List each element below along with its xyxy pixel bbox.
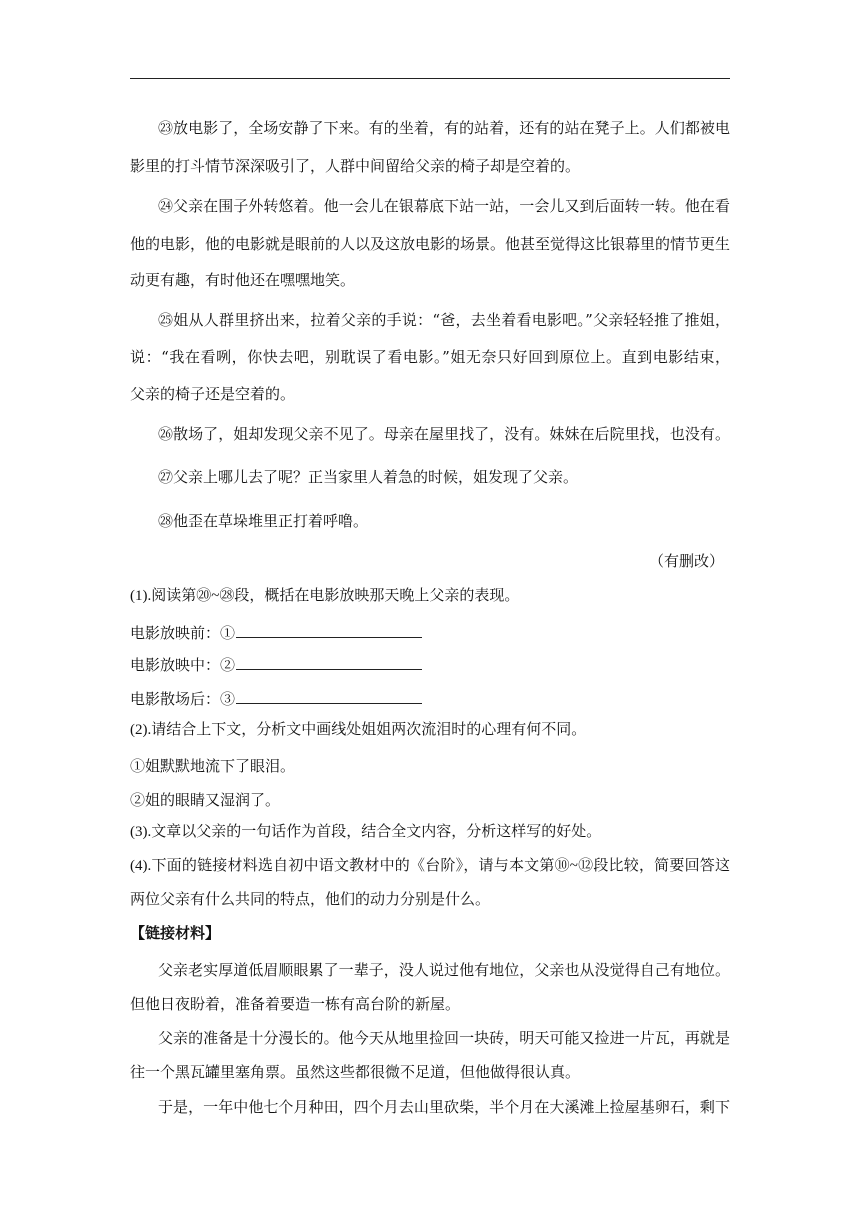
question-1-during xyxy=(130,654,422,676)
passage-p23-line-2: 影里的打斗情节深深吸引了，人群中间留给父亲的椅子却是空着的。 xyxy=(130,157,581,175)
passage-p28: ㉘他歪在草垛堆里正打着呼噜。 xyxy=(158,512,369,530)
question-1-before xyxy=(130,622,422,644)
header-rule xyxy=(130,78,730,79)
question-1-after xyxy=(130,688,422,710)
question-2-sentence-b: ②姐的眼睛又湿润了。 xyxy=(130,791,281,809)
link-material-para1-line-2: 但他日夜盼着，准备着要造一栋有高台阶的新屋。 xyxy=(130,995,461,1013)
passage-p24-line-1: ㉔父亲在围子外转悠着。他一会儿在银幕底下站一站，一会儿又到后面转一转。他在看 xyxy=(158,197,730,215)
question-2-sentence-a: ①姐默默地流下了眼泪。 xyxy=(130,757,296,775)
passage-p24-line-3: 动更有趣，有时他还在嘿嘿地笑。 xyxy=(130,271,356,289)
question-4-line-2: 两位父亲有什么共同的特点，他们的动力分别是什么。 xyxy=(130,892,491,908)
question-4-line-1: (4).下面的链接材料选自初中语文教材中的《台阶》，请与本文第⑩~⑫段比较，简要回答这 xyxy=(130,858,730,874)
source-note: （有删改） xyxy=(648,552,724,570)
question-1: (1).阅读第⑳~㉘段，概括在电影放映那天晚上父亲的表现。 xyxy=(130,588,520,604)
link-material-para2-line-1: 父亲的准备是十分漫长的。他今天从地里捡回一块砖，明天可能又捡进一片瓦，再就是 xyxy=(158,1029,730,1047)
passage-p26: ㉖散场了，姐却发现父亲不见了。母亲在屋里找了，没有。妹妹在后院里找，也没有。 xyxy=(158,425,730,443)
passage-p25-line-1: ㉕姐从人群里挤出来，拉着父亲的手说：“爸，去坐着看电影吧。”父亲轻轻推了推姐， xyxy=(158,311,730,329)
question-1-before-label: 电影放映前：① xyxy=(130,626,236,642)
link-material-para2-line-2: 往一个黑瓦罐里塞角票。虽然这些都很微不足道，但他做得很认真。 xyxy=(130,1063,581,1081)
passage-p27: ㉗父亲上哪儿去了呢？正当家里人着急的时候，姐发现了父亲。 xyxy=(158,468,579,486)
link-material-heading: 【链接材料】 xyxy=(130,926,221,942)
link-material-para1-line-1: 父亲老实厚道低眉顺眼累了一辈子，没人说过他有地位，父亲也从没觉得自己有地位。 xyxy=(158,961,730,979)
passage-p25-line-3: 父亲的椅子还是空着的。 xyxy=(130,385,296,403)
link-material-para3-line-1: 于是，一年中他七个月种田，四个月去山里砍柴，半个月在大溪滩上捡屋基卵石，剩下 xyxy=(158,1098,730,1116)
answer-blank-2[interactable] xyxy=(236,654,422,670)
passage-p23-line-1: ㉓放电影了，全场安静了下来。有的坐着，有的站着，还有的站在凳子上。人们都被电 xyxy=(158,119,730,137)
passage-p24-line-2: 他的电影，他的电影就是眼前的人以及这放电影的场景。他甚至觉得这比银幕里的情节更生 xyxy=(130,235,731,253)
question-1-during-label: 电影放映中：② xyxy=(130,658,236,674)
answer-blank-1[interactable] xyxy=(236,622,422,638)
question-3: (3).文章以父亲的一句话作为首段，结合全文内容，分析这样写的好处。 xyxy=(130,824,602,840)
answer-blank-3[interactable] xyxy=(236,688,422,704)
passage-p25-line-2: 说：“我在看咧，你快去吧，别耽误了看电影。”姐无奈只好回到原位上。直到电影结束， xyxy=(130,348,730,366)
question-1-after-label: 电影散场后：③ xyxy=(130,692,236,708)
question-2: (2).请结合上下文，分析文中画线处姐姐两次流泪时的心理有何不同。 xyxy=(130,722,587,738)
